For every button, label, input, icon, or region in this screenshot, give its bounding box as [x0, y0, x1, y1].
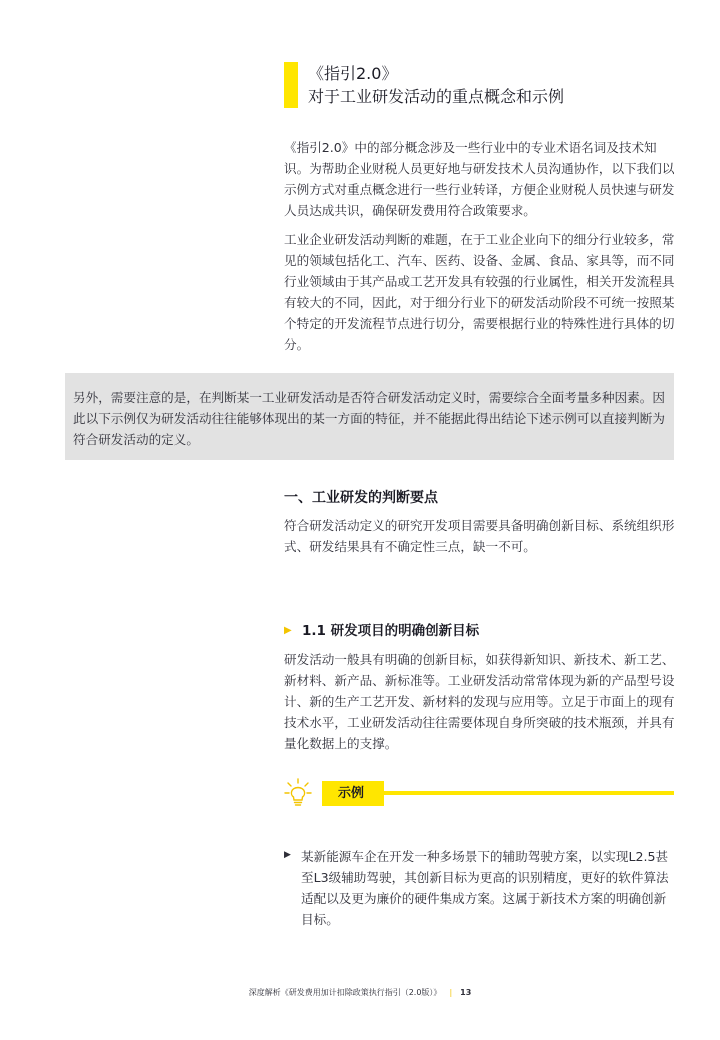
example-header — [284, 778, 674, 808]
intro-paragraph-2: 工业企业研发活动判断的难题，在于工业企业向下的细分行业较多，常见的领域包括化工、汽车、医药、设备、金属、食品、家具等，而不同行业领域由于其产品或工艺开发具有较强的行业属性，相关开发流程具有较大的不同，因此，对于细分行业下的研发活动阶段不可统一按照某个特定的开发流程节点进行切分，需要根据行业的特殊性进行具体的切分。 — [284, 232, 675, 352]
footer-separator: | — [449, 988, 453, 997]
intro-paragraph-1: 《指引2.0》中的部分概念涉及一些行业中的专业术语名词及技术知识。为帮助企业财税人员更好地与研发技术人员沟通协作，以下我们以示例方式对重点概念进行一些行业转译，方便企业财税人员快速与研发人员达成共识，确保研发费用符合政策要求。 — [284, 140, 675, 218]
note-box — [65, 373, 674, 460]
triangle-bullet-icon: ▶ — [284, 625, 292, 636]
footer-doc-title: 深度解析《研发费用加计扣除政策执行指引（2.0版）》 — [248, 988, 442, 997]
example-divider — [384, 791, 674, 795]
note-text: 另外，需要注意的是，在判断某一工业研发活动是否符合研发活动定义时，需要综合全面考量多种因素。因此以下示例仅为研发活动往往能够体现出的某一方面的特征，并不能据此得出结论下述示例可以直接判断为符合研发活动的定义。 — [73, 390, 665, 447]
page-footer — [0, 987, 720, 998]
page-title-line2: 对于工业研发活动的重点概念和示例 — [308, 87, 565, 106]
subsection-body: 研发活动一般具有明确的创新目标，如获得新知识、新技术、新工艺、新材料、新产品、新标准等。工业研发活动常常体现为新的产品型号设计、新的生产工艺开发、新材料的发现与应用等。立足于市面上的现有技术水平，工业研发活动往往需要体现自身所突破的技术瓶颈，并具有量化数据上的支撑。 — [284, 652, 675, 751]
example-label: 示例 — [322, 781, 384, 806]
example-item-text: 某新能源车企在开发一种多场景下的辅助驾驶方案，以实现L2.5甚至L3级辅助驾驶，其创新目标为更高的识别精度，更好的软件算法适配以及更为廉价的硬件集成方案。这属于新技术方案的明确创新目标。 — [301, 849, 669, 927]
title-accent-bar — [284, 62, 298, 108]
example-list-item — [284, 846, 678, 930]
page-title-line1: 《指引2.0》 — [308, 64, 398, 83]
triangle-bullet-icon: ▶ — [284, 850, 291, 860]
page-title — [308, 62, 564, 108]
section-body: 符合研发活动定义的研究开发项目需要具备明确创新目标、系统组织形式、研发结果具有不确定性三点，缺一不可。 — [284, 518, 675, 554]
subsection-heading — [284, 619, 479, 639]
lightbulb-icon — [284, 778, 312, 808]
subsection-heading-text: 1.1 研发项目的明确创新目标 — [302, 623, 480, 639]
section-heading: 一、工业研发的判断要点 — [284, 490, 438, 506]
page-number: 13 — [460, 988, 472, 997]
